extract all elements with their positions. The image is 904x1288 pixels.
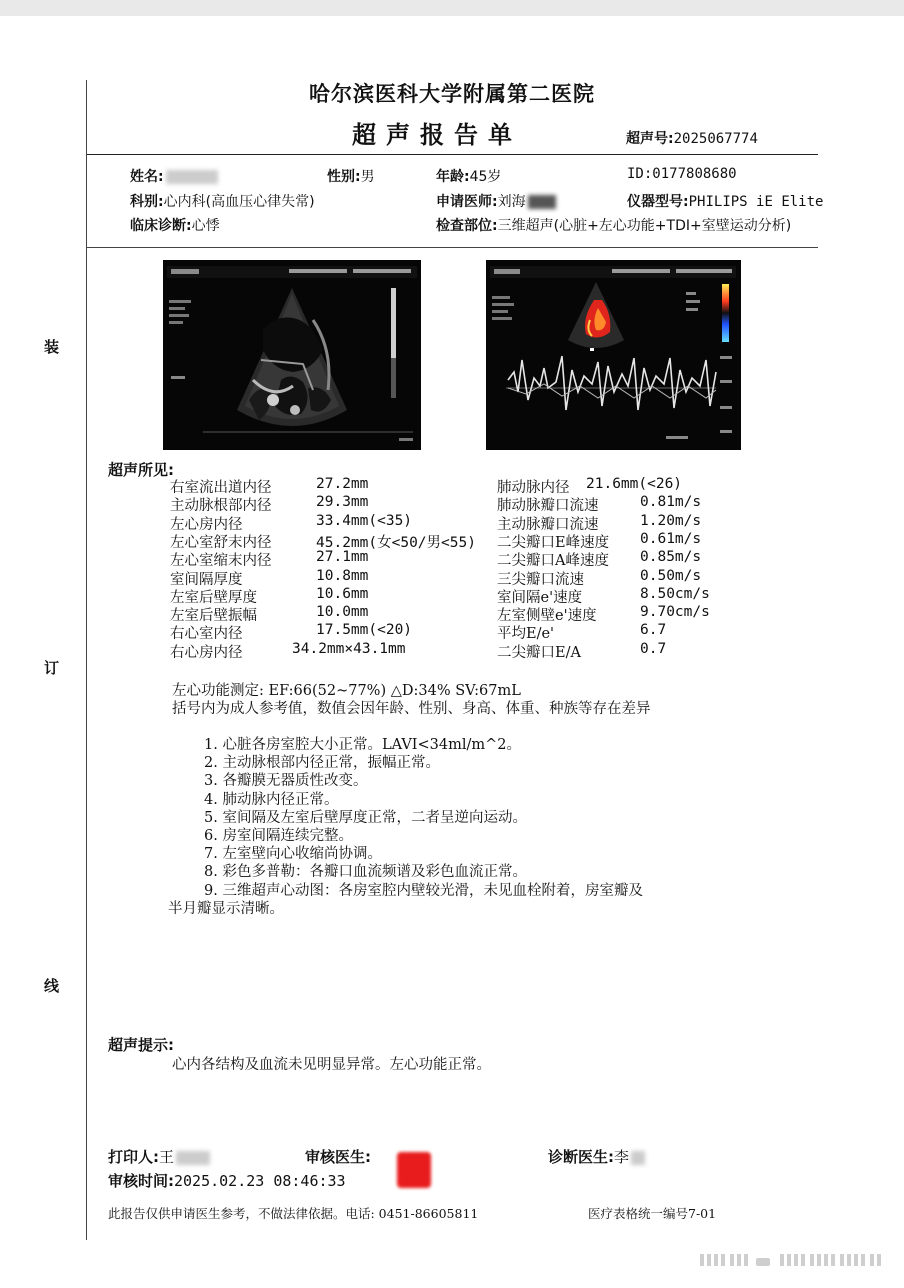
findings-label: 超声所见:: [108, 461, 174, 479]
measurement-name: 二尖瓣口E峰速度: [497, 534, 610, 551]
measurement-value: 10.6mm: [316, 585, 369, 602]
measurement-name: 三尖瓣口流速: [497, 571, 584, 588]
measurement-value: 29.3mm: [316, 494, 369, 511]
patient-age: 年龄:45岁: [436, 169, 502, 185]
finding-item: 2. 主动脉根部内径正常，振幅正常。: [204, 755, 440, 772]
binding-mark: 订: [44, 659, 60, 677]
clinical-diagnosis: 临床诊断:心悸: [130, 218, 220, 234]
finding-item: 3. 各瓣膜无器质性改变。: [204, 773, 368, 790]
ultrasound-2d-image: [163, 260, 421, 450]
measurement-value: 6.7: [640, 622, 667, 639]
binding-mark: 装: [44, 338, 60, 356]
report-title: 超声报告单: [352, 121, 522, 149]
patient-name: 姓名:: [130, 166, 218, 186]
measurement-name: 主动脉瓣口流速: [497, 516, 599, 533]
watermark-bars: [700, 1250, 890, 1270]
measurement-value: 0.7: [640, 640, 667, 657]
report-number: 超声号:2025067774: [626, 131, 758, 147]
header-divider: [86, 154, 818, 155]
measurement-value: 17.5mm(<20): [316, 622, 413, 639]
measurement-name: 左心室舒末内径: [170, 534, 272, 551]
measurement-value: 27.2mm: [316, 476, 369, 492]
measurement-name: 肺动脉瓣口流速: [497, 498, 599, 515]
review-time: 审核时间:2025.02.23 08:46:33: [108, 1172, 346, 1190]
measurement-name: 左心室缩末内径: [170, 553, 272, 570]
reviewer: 审核医生:: [305, 1148, 371, 1166]
finding-item: 半月瓣显示清晰。: [168, 900, 284, 917]
measurement-value: 0.61m/s: [640, 530, 702, 547]
measurement-value: 27.1mm: [316, 549, 369, 566]
measurement-name: 左心房内径: [170, 516, 243, 533]
measurement-name: 左室侧壁e'速度: [497, 608, 597, 625]
measurement-value: 1.20m/s: [640, 512, 702, 529]
measurement-value: 33.4mm(<35): [316, 512, 413, 529]
measurement-name: 左室后壁厚度: [170, 589, 257, 606]
finding-item: 5. 室间隔及左室后壁厚度正常，二者呈逆向运动。: [204, 809, 527, 826]
department: 科别:心内科(高血压心律失常): [130, 194, 315, 210]
binding-mark: 线: [44, 977, 60, 995]
form-number: 医疗表格统一编号7-01: [588, 1206, 717, 1221]
measurement-name: 肺动脉内径: [497, 480, 570, 496]
finding-item: 6. 房室间隔连续完整。: [204, 828, 353, 844]
disclaimer: 此报告仅供申请医生参考，不做法律依据。电话: 0451-86605811: [108, 1206, 479, 1221]
binding-line: [86, 80, 87, 1240]
ultrasound-2d-drawing: [163, 260, 421, 450]
printer: 打印人:王: [108, 1146, 210, 1167]
measurement-value: 0.85m/s: [640, 549, 702, 566]
measurement-value: 0.50m/s: [640, 567, 702, 584]
measurement-name: 室间隔e'速度: [497, 589, 583, 606]
redacted-signature: [397, 1152, 431, 1188]
requesting-doctor: 申请医师:刘海: [436, 191, 556, 211]
measurement-name: 左室后壁振幅: [170, 608, 257, 625]
exam-site: 检查部位:三维超声(心脏+左心功能+TDI+室壁运动分析): [436, 218, 792, 234]
conclusion-text: 心内各结构及血流未见明显异常。左心功能正常。: [172, 1057, 491, 1073]
top-banner: [0, 0, 904, 16]
patient-id: ID:0177808680: [627, 166, 737, 182]
measurement-name: 二尖瓣口E/A: [497, 644, 581, 661]
measurement-value: 9.70cm/s: [640, 604, 710, 621]
measurement-value: 34.2mm×43.1mm: [292, 640, 406, 657]
measurement-value: 10.0mm: [316, 604, 369, 621]
finding-item: 7. 左室壁向心收缩尚协调。: [204, 846, 382, 863]
measurement-name: 室间隔厚度: [170, 571, 243, 588]
conclusion-label: 超声提示:: [108, 1036, 174, 1054]
measurement-name: 右心房内径: [170, 644, 243, 661]
measurement-value: 10.8mm: [316, 567, 369, 584]
ultrasound-tdi-image: [486, 260, 741, 450]
finding-item: 4. 肺动脉内径正常。: [204, 791, 339, 808]
measurement-name: 主动脉根部内径: [170, 498, 272, 515]
measurement-name: 二尖瓣口A峰速度: [497, 553, 609, 570]
measurement-name: 右心室内径: [170, 626, 243, 643]
lv-function: 左心功能测定: EF:66(52~77%) △D:34% SV:67mL: [172, 683, 521, 699]
measurement-value: 21.6mm(<26): [586, 476, 683, 492]
hospital-name: 哈尔滨医科大学附属第二医院: [309, 82, 595, 106]
measurement-name: 右室流出道内径: [170, 480, 272, 496]
info-divider: [86, 247, 818, 248]
measurement-value: 45.2mm(女<50/男<55): [316, 534, 476, 551]
device-model: 仪器型号:PHILIPS iE Elite: [627, 194, 824, 210]
finding-item: 8. 彩色多普勒：各瓣口血流频谱及彩色血流正常。: [204, 864, 527, 881]
ultrasound-tdi-drawing: [486, 260, 741, 450]
measurement-name: 平均E/e': [497, 626, 555, 643]
measurement-value: 8.50cm/s: [640, 585, 710, 602]
diagnosing-doctor: 诊断医生:李: [548, 1146, 645, 1167]
finding-item: 1. 心脏各房室腔大小正常。LAVI<34ml/m^2。: [204, 737, 522, 753]
finding-item: 9. 三维超声心动图：各房室腔内壁较光滑，未见血栓附着，房室瓣及: [204, 882, 643, 899]
reference-note: 括号内为成人参考值，数值会因年龄、性别、身高、体重、种族等存在差异: [172, 701, 651, 717]
measurement-value: 0.81m/s: [640, 494, 702, 511]
patient-sex: 性别:男: [327, 169, 375, 185]
